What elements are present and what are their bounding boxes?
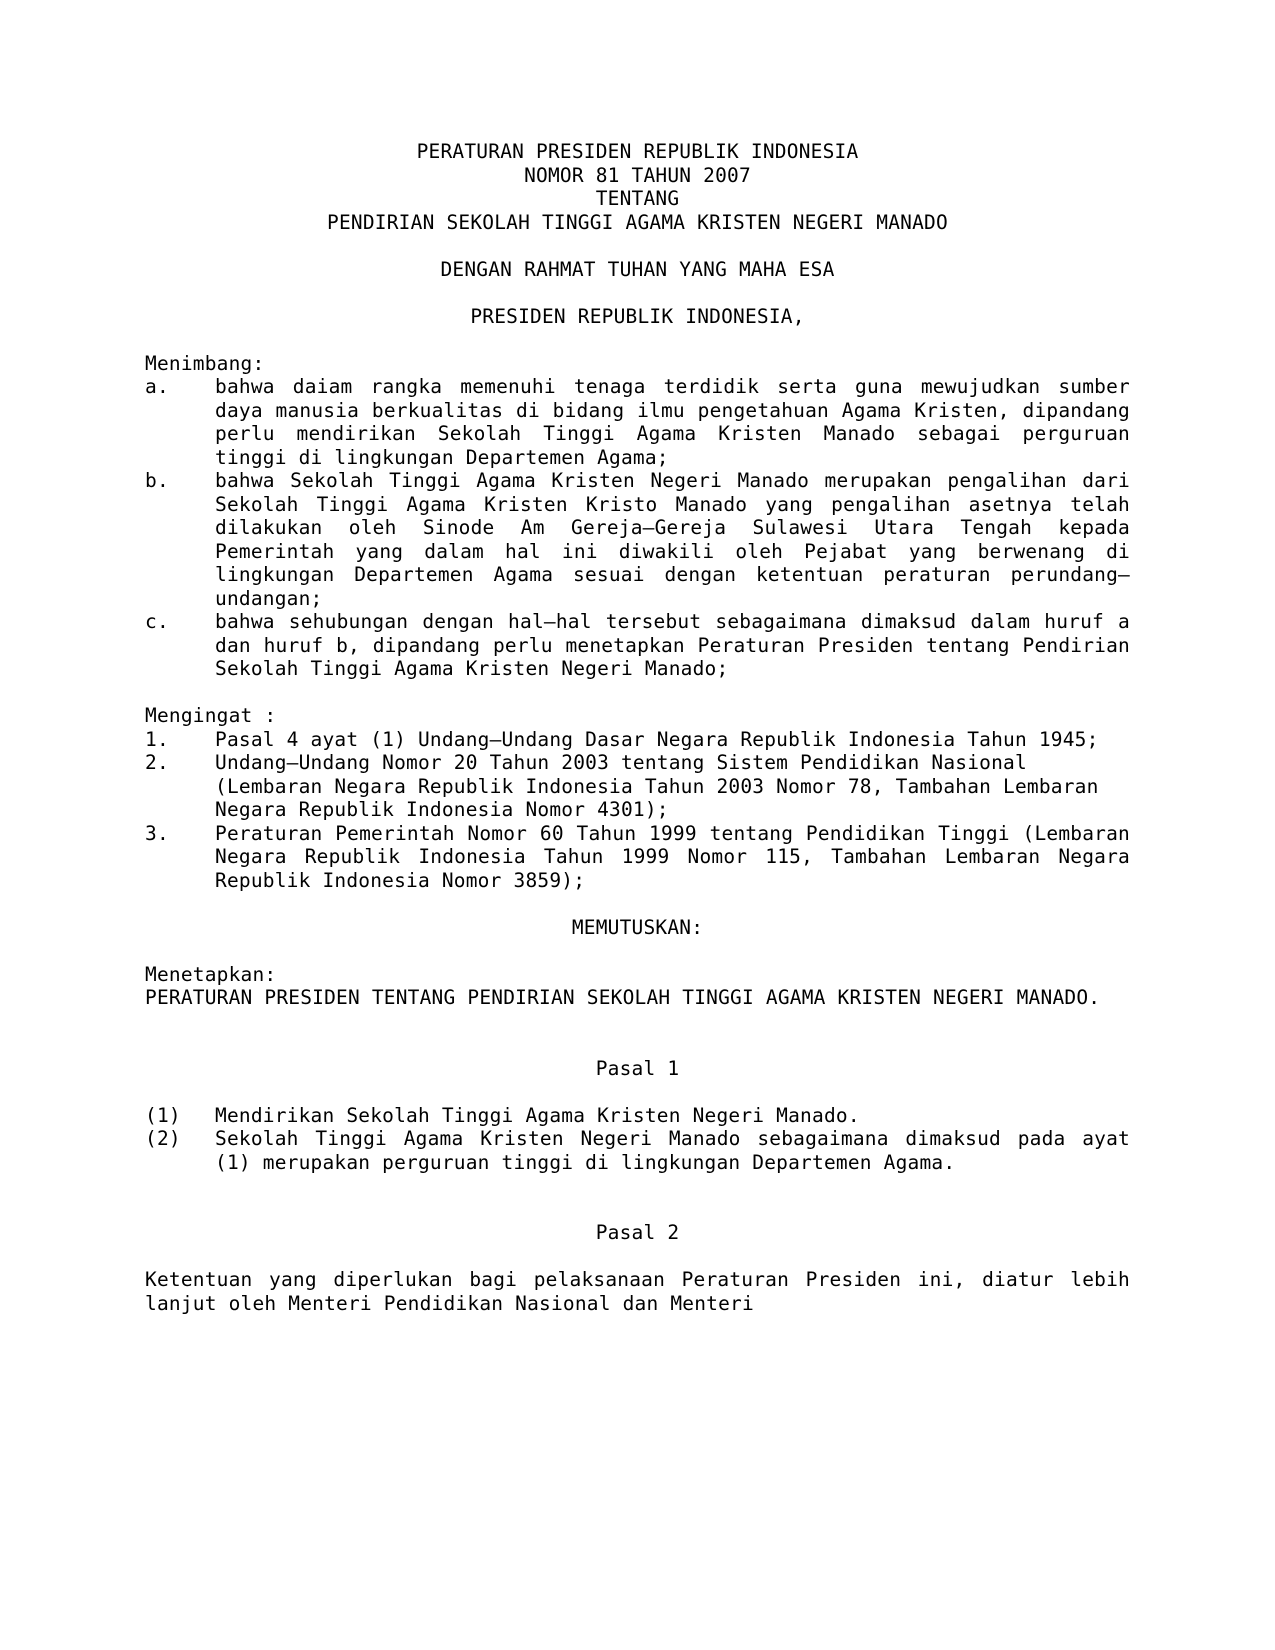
pasal-1-ayat-2	[145, 1127, 1130, 1174]
spacer	[145, 1198, 1130, 1222]
title-line-number: NOMOR 81 TAHUN 2007	[524, 163, 751, 187]
list-marker: 1.	[145, 727, 169, 751]
spacer	[145, 1010, 1130, 1034]
list-text: Peraturan Pemerintah Nomor 60 Tahun 1999 tentang Pendidikan Tinggi (Lembaran Negara Republik Indonesia Tahun 1999 Nomor 115, Tambahan Lembaran Negara Republik Indonesia Nomor 3859);	[215, 821, 1130, 892]
blessing-line: DENGAN RAHMAT TUHAN YANG MAHA ESA	[440, 257, 835, 281]
list-text: Pasal 4 ayat (1) Undang–Undang Dasar Negara Republik Indonesia Tahun 1945;	[215, 727, 1099, 751]
pasal-1-ayat-1	[145, 1104, 1130, 1128]
menetapkan-label: Menetapkan:	[145, 962, 277, 986]
list-text: Sekolah Tinggi Agama Kristen Negeri Manado sebagaimana dimaksud pada ayat (1) merupakan perguruan tinggi di lingkungan Departemen Agama.	[215, 1127, 1130, 1174]
menetapkan-text: PERATURAN PRESIDEN TENTANG PENDIRIAN SEKOLAH TINGGI AGAMA KRISTEN NEGERI MANADO.	[145, 986, 1101, 1009]
menimbang-item-b	[145, 469, 1130, 610]
list-text: bahwa daiam rangka memenuhi tenaga terdidik serta guna mewujudkan sumber daya manusia berkualitas di bidang ilmu pengetahuan Agama Kristen, dipandang perlu mendirikan Sekolah Tinggi Agama Kristen Manado sebagai perguruan tinggi di lingkungan Departemen Agama;	[215, 375, 1130, 469]
title-line-1: PERATURAN PRESIDEN REPUBLIK INDONESIA	[416, 140, 859, 163]
list-marker: 2.	[145, 751, 169, 774]
spacer	[145, 1033, 1130, 1057]
authority-line: PRESIDEN REPUBLIK INDONESIA,	[470, 304, 805, 328]
spacer	[145, 681, 1130, 705]
list-text: Mendirikan Sekolah Tinggi Agama Kristen Negeri Manado.	[215, 1103, 860, 1127]
menimbang-label: Menimbang:	[145, 351, 265, 375]
document-body	[145, 140, 1130, 1315]
spacer	[145, 328, 1130, 352]
title-line-tentang: TENTANG	[595, 187, 680, 210]
pasal-1-heading: Pasal 1	[595, 1056, 680, 1080]
list-text: bahwa Sekolah Tinggi Agama Kristen Negeri Manado merupakan pengalihan dari Sekolah Tinggi Agama Kristen Kristo Manado yang pengalihan asetnya telah dilakukan oleh Sinode Am Gereja–Gereja Sulawesi Utara Tengah kepada Pemerintah yang dalam hal ini diwakili oleh Pejabat yang berwenang di lingkungan Departemen Agama sesuai dengan ketentuan peraturan perundang–undangan;	[215, 469, 1130, 610]
pasal-2-text: Ketentuan yang diperlukan bagi pelaksanaan Peraturan Presiden ini, diatur lebih lanjut oleh Menteri Pendidikan Nasional dan Menteri	[145, 1268, 1130, 1315]
list-text: Undang–Undang Nomor 20 Tahun 2003 tentang Sistem Pendidikan Nasional (Lembaran Negara Republik Indonesia Tahun 2003 Nomor 78, Tambahan Lembaran Negara Republik Indonesia Nomor 4301);	[215, 751, 1099, 821]
list-marker: (1)	[145, 1103, 181, 1127]
spacer	[145, 939, 1130, 963]
pasal-2-heading: Pasal 2	[595, 1221, 680, 1244]
list-marker: a.	[145, 375, 169, 398]
title-line-subject: PENDIRIAN SEKOLAH TINGGI AGAMA KRISTEN NEGERI MANADO	[327, 210, 948, 234]
menimbang-item-c	[145, 610, 1130, 681]
mengingat-item-1	[145, 728, 1130, 752]
spacer	[145, 234, 1130, 258]
spacer	[145, 1245, 1130, 1269]
document-title-block	[145, 140, 1130, 234]
list-text: bahwa sehubungan dengan hal–hal tersebut sebagaimana dimaksud dalam huruf a dan huruf b, dipandang perlu menetapkan Peraturan Presiden tentang Pendirian Sekolah Tinggi Agama Kristen Negeri Manado;	[215, 610, 1130, 680]
mengingat-label: Mengingat :	[145, 704, 277, 727]
list-marker: c.	[145, 610, 169, 633]
spacer	[145, 1174, 1130, 1198]
mengingat-item-2	[145, 751, 1130, 822]
memutuskan-heading: MEMUTUSKAN:	[571, 915, 704, 939]
list-marker: 3.	[145, 821, 169, 845]
spacer	[145, 1080, 1130, 1104]
list-marker: b.	[145, 469, 169, 492]
spacer	[145, 892, 1130, 916]
menimbang-item-a	[145, 375, 1130, 469]
list-marker: (2)	[145, 1127, 181, 1150]
mengingat-item-3	[145, 822, 1130, 893]
spacer	[145, 281, 1130, 305]
